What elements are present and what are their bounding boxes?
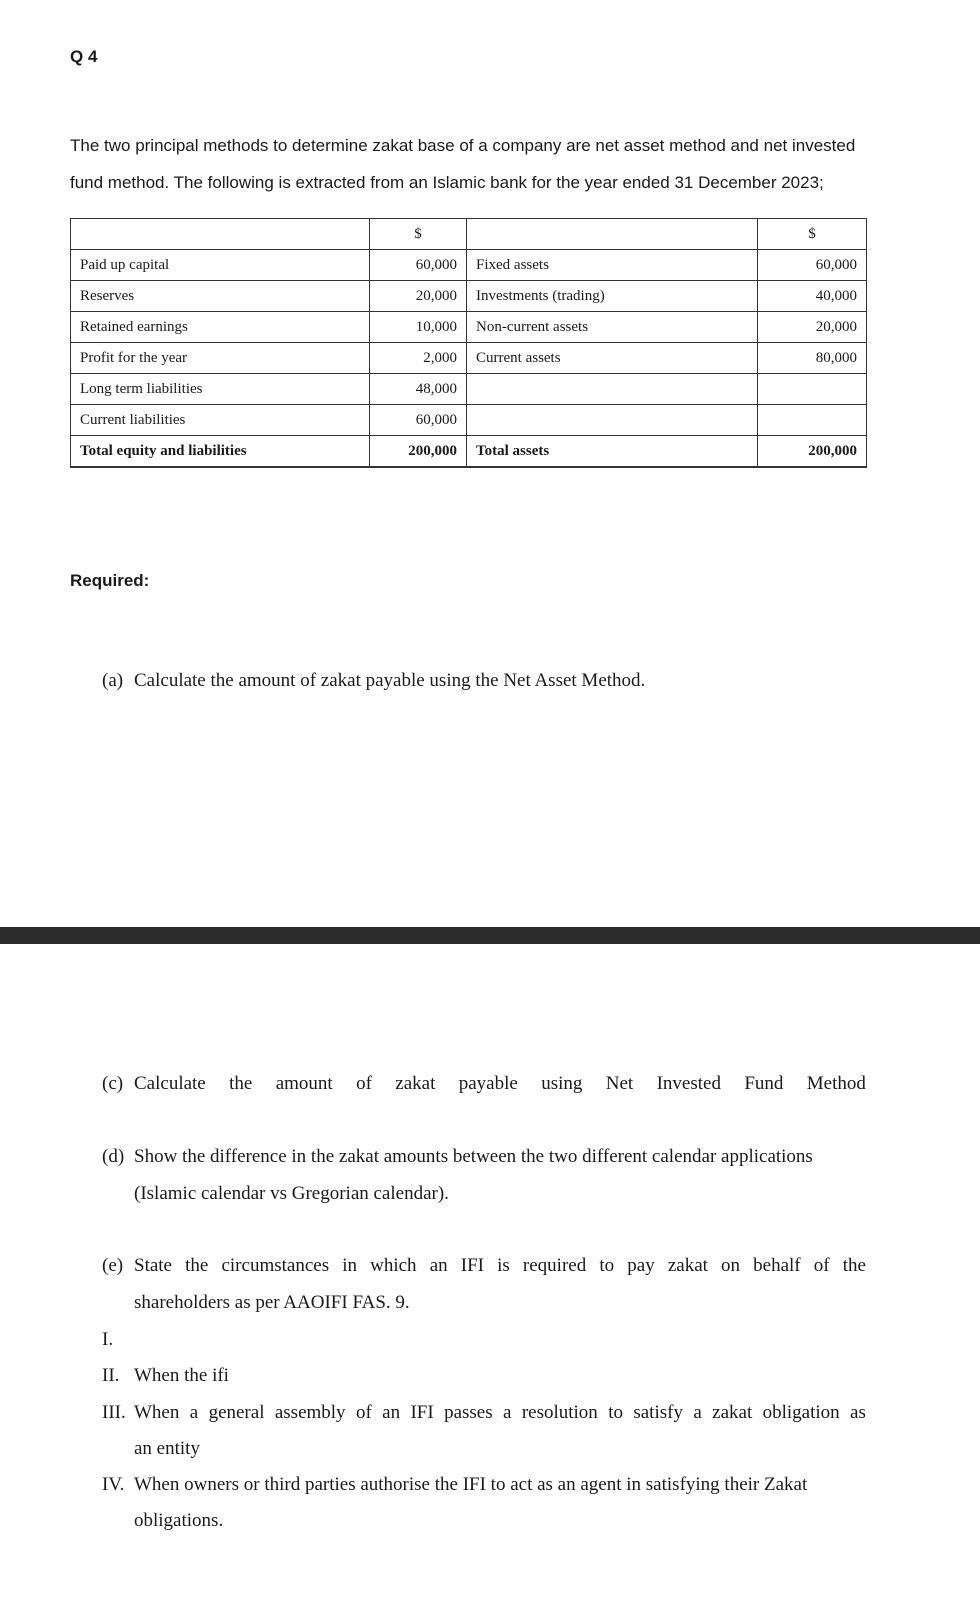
currency-header-left: $: [370, 219, 467, 250]
question-d-line-1: Show the difference in the zakat amounts between the two different calendar applications: [134, 1146, 813, 1167]
word: Calculate: [134, 1073, 206, 1094]
answer-numeral: III.: [102, 1402, 126, 1423]
word: is: [497, 1255, 510, 1276]
word: as: [850, 1402, 866, 1423]
word: required: [522, 1255, 587, 1276]
right-value: 20,000: [758, 312, 867, 343]
word: zakat: [667, 1255, 708, 1276]
right-value: [758, 374, 867, 405]
word: Method: [806, 1073, 866, 1094]
left-value: 2,000: [370, 343, 467, 374]
table-row: [71, 312, 867, 343]
total-left-value: 200,000: [370, 436, 467, 468]
answer-line-1: [134, 1402, 866, 1424]
table-header-row: [71, 219, 867, 250]
word: passes: [444, 1402, 493, 1423]
answer-item-1: [0, 1329, 980, 1351]
word: of: [355, 1402, 372, 1423]
word: the: [842, 1255, 866, 1276]
question-e: [0, 1255, 980, 1315]
right-label: Current assets: [467, 343, 758, 374]
word: When: [134, 1402, 180, 1423]
left-value: 20,000: [370, 281, 467, 312]
left-value: 48,000: [370, 374, 467, 405]
word: the: [229, 1073, 253, 1094]
left-value: 60,000: [370, 405, 467, 436]
right-label: [467, 405, 758, 436]
question-a-text: Calculate the amount of zakat payable using the Net Asset Method.: [134, 670, 646, 691]
answer-item-2: [0, 1365, 980, 1387]
word: Invested: [656, 1073, 721, 1094]
word: IFI: [410, 1402, 434, 1423]
word: to: [608, 1402, 623, 1423]
right-label: Fixed assets: [467, 250, 758, 281]
word: amount: [275, 1073, 333, 1094]
word: a: [503, 1402, 512, 1423]
answer-text: When the ifi: [134, 1365, 229, 1386]
header-blank-right: [467, 219, 758, 250]
word: to: [599, 1255, 615, 1276]
word: circumstances: [221, 1255, 330, 1276]
word: Net: [605, 1073, 634, 1094]
left-label: Paid up capital: [71, 250, 370, 281]
word: obligation: [762, 1402, 840, 1423]
word: on: [721, 1255, 741, 1276]
table-row: [71, 405, 867, 436]
right-value: 60,000: [758, 250, 867, 281]
word: assembly: [274, 1402, 346, 1423]
left-label: Retained earnings: [71, 312, 370, 343]
question-e-label: (e): [102, 1255, 124, 1276]
word: an: [382, 1402, 401, 1423]
balance-sheet-table: [70, 218, 867, 468]
word: zakat: [712, 1402, 753, 1423]
answer-item-3: [0, 1402, 980, 1462]
right-value: 80,000: [758, 343, 867, 374]
word: a: [693, 1402, 702, 1423]
question-a: [0, 670, 980, 692]
question-d-label: (d): [102, 1146, 125, 1167]
right-label: Investments (trading): [467, 281, 758, 312]
right-value: [758, 405, 867, 436]
word: in: [342, 1255, 357, 1276]
table-row: [71, 250, 867, 281]
total-right-label: Total assets: [467, 436, 758, 468]
left-value: 10,000: [370, 312, 467, 343]
word: which: [370, 1255, 417, 1276]
left-value: 60,000: [370, 250, 467, 281]
question-e-line-2: shareholders as per AAOIFI FAS. 9.: [134, 1292, 410, 1313]
answer-item-4: [0, 1474, 980, 1534]
answer-line-2: obligations.: [134, 1510, 224, 1531]
left-label: Profit for the year: [71, 343, 370, 374]
word: a: [189, 1402, 199, 1423]
table-total-row: [71, 436, 867, 468]
word: resolution: [521, 1402, 598, 1423]
right-value: 40,000: [758, 281, 867, 312]
word: using: [541, 1073, 583, 1094]
currency-header-right: $: [758, 219, 867, 250]
question-a-label: (a): [102, 670, 124, 691]
word: IFI: [460, 1255, 484, 1276]
right-label: [467, 374, 758, 405]
required-heading: Required:: [70, 571, 150, 590]
left-label: Reserves: [71, 281, 370, 312]
table-row: [71, 281, 867, 312]
answer-numeral: I.: [102, 1329, 114, 1350]
header-blank-left: [71, 219, 370, 250]
word: State: [134, 1255, 172, 1276]
question-d-line-2: (Islamic calendar vs Gregorian calendar).: [134, 1183, 449, 1204]
word: of: [356, 1073, 372, 1094]
word: behalf: [753, 1255, 801, 1276]
question-c-label: (c): [102, 1073, 124, 1094]
table-row: [71, 374, 867, 405]
left-label: Long term liabilities: [71, 374, 370, 405]
table-row: [71, 343, 867, 374]
question-e-line-1: [134, 1255, 866, 1277]
word: the: [185, 1255, 209, 1276]
word: payable: [458, 1073, 518, 1094]
word: an: [429, 1255, 448, 1276]
answer-numeral: II.: [102, 1365, 120, 1386]
word: pay: [627, 1255, 655, 1276]
intro-line-1: The two principal methods to determine zakat base of a company are net asset method and net invested: [70, 136, 856, 155]
question-number: Q 4: [70, 47, 98, 66]
left-label: Current liabilities: [71, 405, 370, 436]
page-divider: [0, 927, 980, 944]
word: zakat: [395, 1073, 436, 1094]
answer-line-1: When owners or third parties authorise the IFI to act as an agent in satisfying their Zakat: [134, 1474, 808, 1495]
word: satisfy: [633, 1402, 683, 1423]
answer-line-2: an entity: [134, 1438, 200, 1459]
word: Fund: [744, 1073, 784, 1094]
total-right-value: 200,000: [758, 436, 867, 468]
intro-line-2: fund method. The following is extracted from an Islamic bank for the year ended 31 December 2023;: [70, 173, 824, 192]
total-left-label: Total equity and liabilities: [71, 436, 370, 468]
question-c-text: [134, 1073, 866, 1095]
right-label: Non-current assets: [467, 312, 758, 343]
word: of: [813, 1255, 830, 1276]
answer-numeral: IV.: [102, 1474, 125, 1495]
word: general: [208, 1402, 265, 1423]
question-d: [0, 1146, 980, 1206]
question-c: [0, 1073, 980, 1095]
